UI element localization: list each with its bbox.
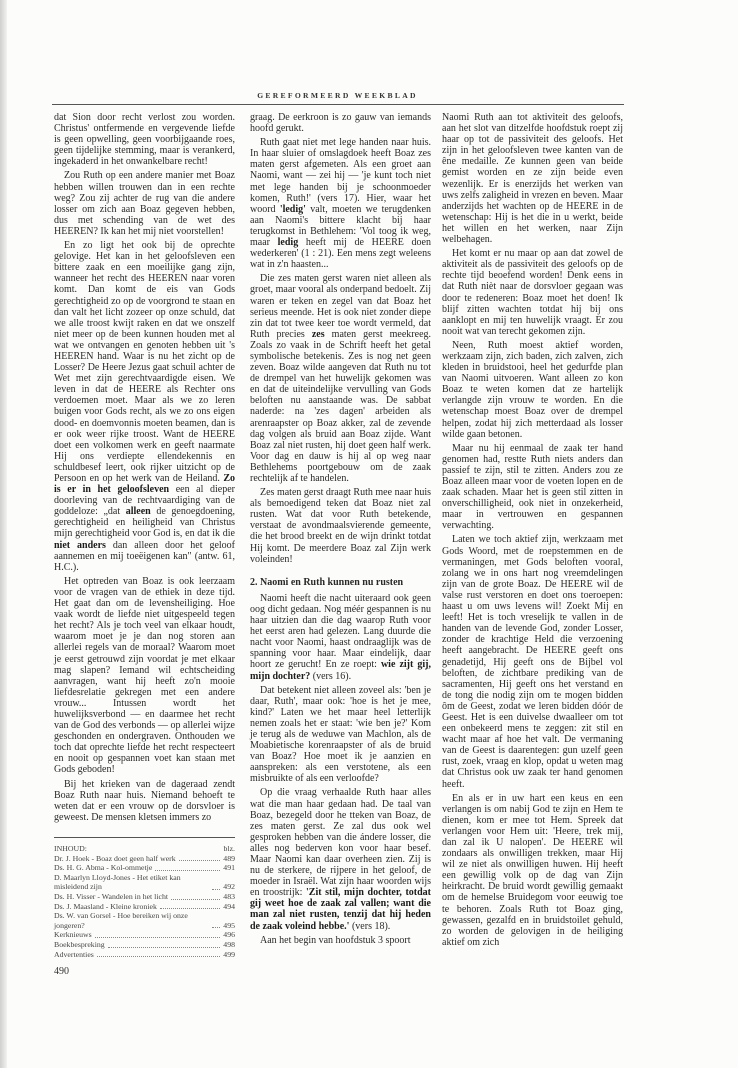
toc-dot-leader bbox=[155, 870, 220, 871]
toc-entry-page: 492 bbox=[223, 882, 235, 892]
toc-entry-title: Ds. J. Maasland - Kleine kroniek bbox=[54, 901, 157, 911]
paragraph bbox=[442, 112, 623, 245]
text-run: Die zes maten gerst waren niet alleen als groet, maar vooral als onderpand bedoelt. Zij waren er teken en zegel van dat Boaz het serieus meende. Het is ook niet zonder diepe zin dat tot twee keer toe wordt vermeld, dat Ruth precies bbox=[250, 273, 431, 340]
section-heading: 2. Naomi en Ruth kunnen nu rusten bbox=[250, 576, 404, 588]
text-run: Laten we toch aktief zijn, werkzaam met Gods Woord, met de roepstemmen en de vermaningen, met Gods beloften vooral, zolang we in ons hart nog vreemdelingen zijn van de grote Boaz. De HEERE wil de valse rust verstoren en doet ons toeroepen: haast u om uws levens wil! Zoekt Mij en leeft! Het is toch vreselijk te vallen in de handen van de levende God, zonder Losser, zonder de krachtige Held die verzoening heeft aangebracht. De HEERE geeft ons genadetijd, Hij geeft ons de Bijbel vol beloften, de zichtbare prediking van de sacramenten, Hij geeft ons het verstand en de tong die nodig zijn om te mogen bidden ôm de Geest, zodat we leren bidden dóór de Geest. Het is een duivelse dwaalleer om tot een onbekeerd mens te zeggen: zit stil en wacht maar af hoe het valt. De vermaning van de Geest is daarentegen: gun uzelf geen rust, zoek, vraag en klop, opdat u weten mag dat Christus ook uw zaak ter hand genomen heeft. bbox=[442, 534, 623, 790]
text-run: Dat betekent niet alleen zoveel als: 'ben je daar, Ruth', maar ook: 'hoe is het je mee, kind?' Laten we het maar heel letterlijk nemen zoals het er staat: 'wie ben je?' Kom je terug als de weduwe van Machlon, als de Moabietische korenraapster of als de bruid van Boaz? Hoe moet ik je aanzien en aanspreken: als een verstotene, als een misbruikte of als een verloofde? bbox=[250, 684, 431, 785]
paragraph bbox=[442, 793, 623, 948]
table-of-contents bbox=[54, 837, 235, 959]
bold-text-run: zes bbox=[311, 328, 325, 340]
paragraph bbox=[54, 170, 235, 237]
toc-header bbox=[54, 844, 235, 854]
bold-text-run: Zo is er in het geloofsleven bbox=[54, 473, 235, 496]
toc-entry-title: Dr. J. Hoek - Boaz doet geen half werk bbox=[54, 853, 176, 863]
column-middle bbox=[250, 112, 431, 949]
paragraph bbox=[442, 340, 623, 440]
paragraph bbox=[250, 685, 431, 785]
toc-entry-page: 495 bbox=[223, 920, 235, 930]
page-number: 490 bbox=[54, 966, 69, 977]
toc-dot-leader bbox=[160, 908, 220, 909]
masthead: GEREFORMEERD WEEKBLAD bbox=[257, 91, 418, 100]
bold-text-run: 'Zit stil, mijn dochter, totdat gij weet hoe de zaak zal vallen; want die man zal niet rusten, tenzij dat hij heden de zaak voleind hebbe.' bbox=[250, 887, 431, 932]
toc-entry-title: Boekbespreking bbox=[54, 939, 105, 949]
text-run: Ruth gaat niet met lege handen naar huis. In haar sluier of omslagdoek heeft Boaz zes maten gerst afgemeten. Als een groet aan Naomi, want — zei hij — 'je kunt toch niet met lege handen bij je schoonmoeder komen, Ruth!' (vers 17). Hier, waar het woord bbox=[250, 137, 431, 215]
text-run: En als er in uw hart een keus en een verlangen is om nabij God te zijn en Hem te dienen, kom er mee tot Hem. Spreek dat verlangen voor Hem uit: 'Heere, trek mij, dan zal ik U nalopen'. De HEERE wil zondaars als onwilligen trekken, maar Hij wil ze niet als onwilligen huwen. Hij heeft een gewillig volk op de dag van Zijn heirkracht. De bruid wordt gewillig gemaakt om de hemelse Bruidegom voor eeuwig toe te behoren. Zoals Ruth tot Boaz ging, gewassen, gezalfd en in bruidstoilet gehuld, zo worden de gelovigen in de heiliging aktief om zich bbox=[442, 792, 623, 948]
toc-entry-page: 498 bbox=[223, 939, 235, 949]
toc-entry bbox=[54, 873, 235, 892]
toc-page-label: blz. bbox=[223, 844, 235, 853]
toc-entry bbox=[54, 940, 235, 950]
toc-entry bbox=[54, 854, 235, 864]
paragraph bbox=[442, 443, 623, 532]
toc-entry-page: 483 bbox=[223, 891, 235, 901]
toc-entry bbox=[54, 950, 235, 960]
toc-entry-page: 499 bbox=[223, 949, 235, 959]
text-run: dan alleen door het geloof aannemen en mij toeëigenen kan" (antw. 61, H.C.). bbox=[54, 539, 236, 573]
bold-text-run: niet anders bbox=[54, 539, 106, 551]
paragraph bbox=[250, 935, 431, 946]
paragraph bbox=[250, 112, 431, 134]
paragraph bbox=[250, 273, 431, 484]
bold-text-run: alleen bbox=[125, 506, 151, 518]
text-run: (vers 18). bbox=[349, 920, 391, 932]
text-run: dat Sion door recht verlost zou worden. Christus' ontfermende en vergevende liefde is geen opwelling, geen voorbijgaande roes, geen tijdelijke stemming, maar is verankerd, ingekaderd in het onwankelbare recht! bbox=[54, 112, 235, 168]
toc-entry-title: D. Maarlyn Lloyd-Jones - Het etiket kan misleidend zijn bbox=[54, 872, 181, 892]
toc-entry-title: Kerknieuws bbox=[54, 930, 92, 940]
text-run: Maar nu hij eenmaal de zaak ter hand genomen had, restte Ruth niets anders dan passief te zijn, stil te zitten. Anders zou ze Boaz alleen maar voor de voeten lopen en de zaak schaden. Maar het is geen stil zitten in onverschilligheid, ook niet in onzekerheid, maar in vertrouwen en gespannen verwachting. bbox=[442, 442, 623, 532]
toc-entry-page: 496 bbox=[223, 930, 235, 940]
text-run: valt, moeten we terugdenken aan Naomi's bittere klacht bij haar terugkomst in Bethlehem: 'Vol toog ik weg, maar bbox=[250, 203, 431, 249]
toc-dot-leader bbox=[95, 937, 221, 938]
text-run: Het komt er nu maar op aan dat zowel de aktiviteit als de passiviteit des geloofs op de rechte tijd beoefend worden! Denk eens in dat Ruth nièt naar de dorsvloer gegaan was door te redeneren: Boaz moet het doen! Ik blijf zitten wachten totdat hij bij ons aanklopt en mij ten huwelijk vraagt. Er zou nooit wat van terecht gekomen zijn. bbox=[442, 248, 623, 337]
toc-title: INHOUD: bbox=[54, 844, 87, 853]
text-run: Naomi heeft die nacht uiteraard ook geen oog dicht gedaan. Nog méér gespannen is nu haar uitzien dan die dag waarop Ruth voor het eerst aren had gelezen. Lang duurde die nacht voor Naomi, haast ondraaglijk was de spanning voor haar. Maar eindelijk, daar hoort ze gerucht! En ze roept: bbox=[250, 592, 431, 671]
toc-dot-leader bbox=[171, 899, 220, 900]
text-run: Op die vraag verhaalde Ruth haar alles wat die man haar gedaan had. De taal van Boaz, bezegeld door he tteken van Boaz, de zes maten gerst. Ze zal dus ook wel gesproken hebben van die ándere losser, die alles nog bederven kon voor haar besef. Maar Naomi kan daar overheen zien. Zij is nu de sterkere, de rijpere in het geloof, de moeder in Israël. Wat zijn haar woorden wijs en troostrijk: bbox=[250, 787, 431, 899]
text-run: Zou Ruth op een andere manier met Boaz hebben willen trouwen dan in een rechte weg? Zou zij achter de rug van die andere losser om zich aan Boaz gegeven hebben, dus met schending van de wet des HEEREN? Ik kan het mij niet voorstellen! bbox=[54, 170, 235, 237]
bold-text-run: 'ledig' bbox=[279, 203, 306, 215]
toc-dot-leader bbox=[212, 927, 220, 928]
toc-entry-page: 491 bbox=[223, 863, 235, 873]
toc-entry bbox=[54, 902, 235, 912]
toc-list bbox=[54, 854, 235, 960]
toc-entry-title: Ds. W. van Gorsel - Hoe bereiken wij onze jongeren? bbox=[54, 911, 188, 930]
toc-dot-leader bbox=[108, 947, 221, 948]
toc-entry bbox=[54, 930, 235, 940]
toc-entry-page: 489 bbox=[223, 853, 235, 863]
text-run: Naomi Ruth aan tot aktiviteit des geloofs, aan het slot van ditzelfde hoofdstuk roept zij haar op tot de passiviteit des geloofs. Het zijn in het geloofsleven twee kanten van de êne medaille. Ze kunnen geen van beide gemist worden en ze zijn beide even wezenlijk. Er is enerzijds het werken van uws zelfs zaligheid in vrezen en beven. Maar anderzijds het wachten op de HEERE in de wetenschap: Hij is het die in u werkt, beide het willen en het werken, naar Zijn welbehagen. bbox=[442, 112, 623, 246]
text-run: graag. De eerkroon is zo gauw van iemands hoofd gerukt. bbox=[250, 112, 431, 135]
paragraph bbox=[54, 240, 235, 573]
toc-entry-title: Advertenties bbox=[54, 949, 94, 959]
header-rule bbox=[52, 104, 624, 105]
toc-entry-page: 494 bbox=[223, 901, 235, 911]
text-run: Neen, Ruth moest aktief worden, werkzaam zijn, zich baden, zich zalven, zich kleden in bruidstooi, heel het gedurfde plan van Naomi uitvoeren. Want alleen zo kon Boaz te weten komen dat ze hartelijk verlangde zijn vrouw te worden. En die wetenschap moest Boaz over de drempel helpen, zodat hij zich metterdaad als losser wilde gaan betonen. bbox=[442, 339, 623, 440]
paragraph bbox=[250, 137, 431, 270]
paragraph bbox=[250, 487, 431, 565]
text-run: Aan het begin van hoofdstuk 3 spoort bbox=[260, 934, 411, 946]
column-left bbox=[54, 112, 235, 826]
toc-dot-leader bbox=[97, 956, 220, 957]
text-run: een al dieper doorleving van de rechtvaardiging van de goddeloze: „dat bbox=[54, 484, 235, 518]
paragraph bbox=[442, 248, 623, 337]
toc-entry-title: Ds. H. Visser - Wandelen in het licht bbox=[54, 891, 169, 901]
toc-entry bbox=[54, 863, 235, 873]
paragraph bbox=[250, 593, 431, 682]
toc-entry bbox=[54, 892, 235, 902]
toc-dot-leader bbox=[179, 860, 221, 861]
paragraph bbox=[250, 787, 431, 931]
text-run: (vers 16). bbox=[310, 670, 352, 682]
text-run: Bij het krieken van de dageraad zendt Boaz Ruth naar huis. Niemand behoeft te weten dat er een vrouw op de dorsvloer is geweest. De mensen kletsen immers zo bbox=[54, 778, 235, 823]
toc-entry bbox=[54, 911, 235, 930]
scan-edge bbox=[0, 0, 7, 1068]
paragraph bbox=[442, 534, 623, 789]
bold-text-run: ledig bbox=[277, 237, 299, 249]
column-right bbox=[442, 112, 623, 951]
paragraph bbox=[54, 112, 235, 167]
paragraph bbox=[54, 576, 235, 776]
text-run: Zes maten gerst draagt Ruth mee naar huis als bemoedigend teken dat Boaz niet zal rusten. Wat dat voor Ruth betekende, verstaat de avondmaalsvierende gemeente, die het brood breekt en de wijn drinkt totdat Hij komt. De meerdere Boaz zal Zijn werk voleinden! bbox=[250, 487, 431, 565]
toc-entry-title: Ds. H. G. Abma - Kol-ommetje bbox=[54, 863, 153, 873]
text-run: heeft mij de HEERE doen wederkeren' (1 : 21). Een mens zegt weleens wat in z'n haasten... bbox=[250, 237, 431, 271]
paragraph bbox=[54, 779, 235, 823]
text-run: En zo ligt het ook bij de oprechte gelovige. Het kan in het geloofsleven een bittere zaak en een moeilijke gang zijn, wanneer het recht des HEEREN naar voren komt. Dan komt de eis van Gods gerechtigheid zo op de voorgrond te staan en dan valt het licht zozeer op onze schuld, dat we alle troost kwijt raken en dat we onszelf niet meer op de been kunnen houden met al wat we ontvangen en genoten hebben uit 's HEEREN hand. Waar is nu het zicht op de Losser? De Heere Jezus gaat schuil achter de Wet met zijn gerechtvaardigde eisen. We leven in dat de HEERE als Rechter ons verdoemen moet. Maar als we zo leren buigen voor Gods recht, als we zo ons eigen dood- en doemvonnis moeten beamen, dan is er ook weer rijke troost. Want de HEERE doet een volkomen werk en geeft naarmate Hij ons verdiepte ellendekennis en schuldbesef leert, ook rijker uitzicht op de Persoon en op het werk van de Heiland. bbox=[54, 240, 235, 484]
text-run: maten gerst meekreeg. Zoals zo vaak in de Schrift heeft het getal symbolische betekenis. Zes is nog net geen zeven. Boaz wilde aangeven dat Ruth nu tot de drempel van het huwelijk gekomen was en dat de uiteindelijke vervulling van Gods beloften nu aanstaande was. De sabbat naderde: na 'zes dagen' arbeiden als arenraapster op Boaz akker, zal de zevende dag volgen als bruid aan Boaz zijde. Want Boaz zal niet rusten, hij doet geen half werk. Voor dag en dauw is hij al op weg naar Bethlehems poortgebouw om de zaak rechtelijk af te handelen. bbox=[250, 328, 432, 484]
bold-text-run: wie zijt gij, mijn dochter? bbox=[250, 659, 431, 682]
text-run: de genoegdoening, gerechtigheid en heiligheid van Christus mijn gerechtigheid voor God is, en dat ik die bbox=[54, 506, 235, 540]
toc-dot-leader bbox=[212, 889, 220, 890]
text-run: Het optreden van Boaz is ook leerzaam voor de vragen van de ethiek in deze tijd. Het gaat dan om de levensheiliging. Hoe vaak wordt de liefde niet uitgespeeld tegen het recht? Als je toch veel van elkaar houdt, waarom moet je je dan nog storen aan allerlei regels van de moraal? Waarom moet je eerst getrouwd zijn voordat je met elkaar mag slapen? Iemand wil echtscheiding aanvragen, want hij heeft zo'n mooie liefdesrelatie gekregen met een andere vrouw... Intussen wordt het huwelijksverbond — en daarmee het recht van de God des verbonds — op allerlei wijze geschonden en ondergraven. Onthouden we toch dat oprechte liefde het recht respecteert en nooit op gespannen voet kan staan met Gods geboden! bbox=[54, 575, 235, 776]
